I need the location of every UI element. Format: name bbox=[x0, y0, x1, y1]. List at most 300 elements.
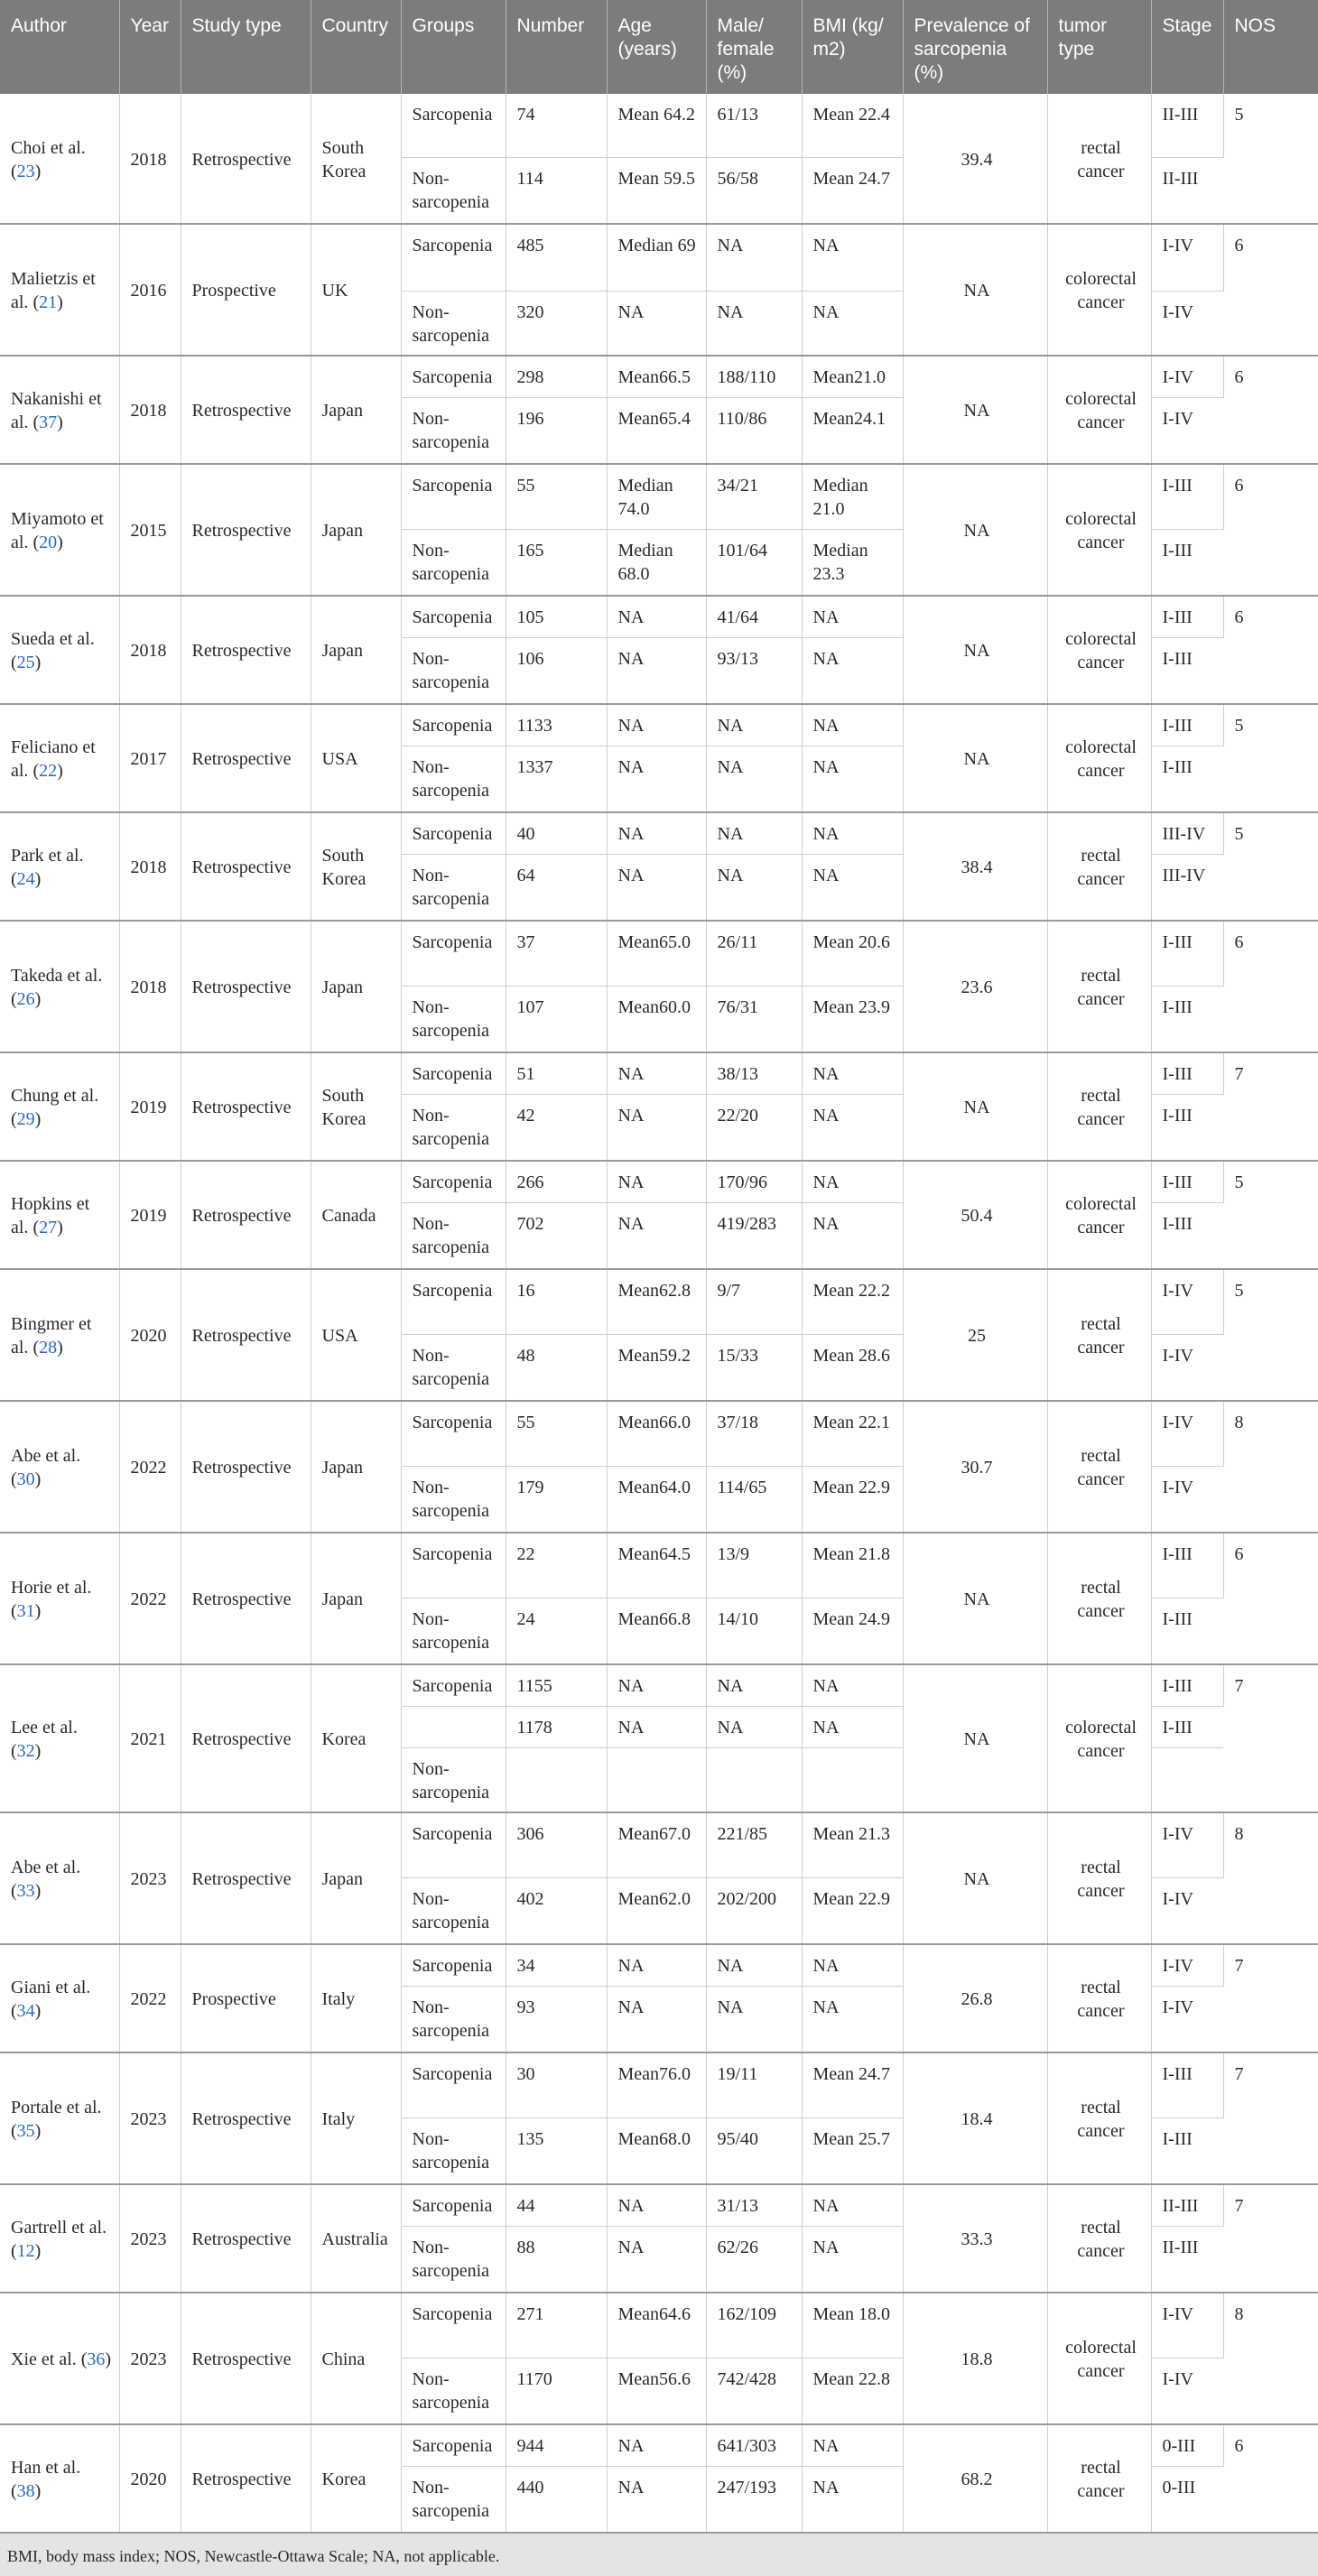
table-row bbox=[0, 1944, 1318, 1986]
reference-link[interactable]: 28 bbox=[39, 1338, 58, 1357]
cell-prevalence: 50.4 bbox=[903, 1161, 1047, 1269]
cell-male-female: 170/96 bbox=[706, 1161, 802, 1202]
cell-male-female: 26/11 bbox=[706, 921, 802, 986]
cell-year: 2022 bbox=[119, 1533, 181, 1664]
table-row bbox=[0, 1533, 1318, 1598]
cell-age: NA bbox=[607, 1161, 706, 1202]
cell-prevalence: 38.4 bbox=[903, 812, 1047, 921]
cell-bmi: NA bbox=[802, 704, 903, 746]
cell-bmi: Median 23.3 bbox=[802, 529, 903, 596]
cell-group: Sarcopenia bbox=[401, 1052, 506, 1094]
cell-tumor-type: rectal cancer bbox=[1047, 921, 1151, 1052]
cell-male-female: 56/58 bbox=[706, 157, 802, 224]
cell-stage: I-III bbox=[1151, 464, 1223, 529]
cell-year: 2018 bbox=[119, 94, 181, 224]
cell-country: Japan bbox=[311, 1401, 401, 1533]
cell-age: NA bbox=[607, 1944, 706, 1986]
cell-bmi: Median 21.0 bbox=[802, 464, 903, 529]
cell-country: South Korea bbox=[311, 94, 401, 224]
cell-age: Mean66.0 bbox=[607, 1401, 706, 1466]
cell-number: 1155 bbox=[506, 1664, 607, 1706]
cell-male-female: 221/85 bbox=[706, 1812, 802, 1877]
cell-tumor-type: rectal cancer bbox=[1047, 1812, 1151, 1944]
cell-stage: I-IV bbox=[1151, 291, 1223, 356]
cell-author: Portale et al. (35) bbox=[0, 2052, 119, 2184]
cell-number: 1133 bbox=[506, 704, 607, 746]
table-row bbox=[0, 2293, 1318, 2358]
cell-bmi: NA bbox=[802, 291, 903, 356]
author-name: Park et al. bbox=[11, 846, 84, 866]
cell-group: Sarcopenia bbox=[401, 2293, 506, 2358]
cell-age: Mean 64.2 bbox=[607, 94, 706, 157]
cell-stage: I-III bbox=[1151, 1664, 1223, 1706]
cell-author: Abe et al. (30) bbox=[0, 1401, 119, 1533]
cell-age: Mean62.8 bbox=[607, 1269, 706, 1334]
cell-bmi: Mean21.0 bbox=[802, 356, 903, 397]
table-row bbox=[0, 2052, 1318, 2117]
cell-number: 114 bbox=[506, 157, 607, 224]
cell-male-female: 41/64 bbox=[706, 596, 802, 637]
cell-author: Feliciano et al. (22) bbox=[0, 704, 119, 812]
cell-tumor-type: colorectal cancer bbox=[1047, 704, 1151, 812]
cell-nos: 7 bbox=[1223, 1052, 1318, 1161]
cell-country: Korea bbox=[311, 2424, 401, 2533]
cell-group: Sarcopenia bbox=[401, 1664, 506, 1706]
cell-group: Sarcopenia bbox=[401, 1269, 506, 1334]
cell-age: NA bbox=[607, 291, 706, 356]
cell-group: Non-sarcopenia bbox=[401, 637, 506, 704]
cell-male-female: NA bbox=[706, 1944, 802, 1986]
cell-age: NA bbox=[607, 2466, 706, 2533]
reference-link[interactable]: 12 bbox=[16, 2241, 35, 2261]
cell-stage: I-III bbox=[1151, 637, 1223, 704]
cell-author: Hopkins et al. (27) bbox=[0, 1161, 119, 1269]
cell-study-type: Retrospective bbox=[181, 2293, 311, 2424]
cell-age: NA bbox=[607, 596, 706, 637]
cell-bmi: NA bbox=[802, 1202, 903, 1269]
cell-group: Sarcopenia bbox=[401, 94, 506, 157]
table-row bbox=[0, 1401, 1318, 1466]
cell-stage: I-IV bbox=[1151, 2358, 1223, 2424]
cell-group: Non-sarcopenia bbox=[401, 529, 506, 596]
cell-stage: I-IV bbox=[1151, 397, 1223, 464]
cell-bmi: NA bbox=[802, 1706, 903, 1747]
column-header-prevalence: Prevalence of sarcopenia (%) bbox=[903, 0, 1047, 94]
author-name: Lee et al. bbox=[11, 1718, 78, 1737]
author-name: Miyamoto et al. bbox=[11, 509, 104, 552]
cell-bmi: Mean 22.1 bbox=[802, 1401, 903, 1466]
cell-bmi: NA bbox=[802, 854, 903, 921]
cell-author: Miyamoto et al. (20) bbox=[0, 464, 119, 596]
cell-empty bbox=[506, 1747, 607, 1812]
cell-prevalence: 68.2 bbox=[903, 2424, 1047, 2533]
cell-group: Sarcopenia bbox=[401, 356, 506, 397]
cell-male-female: 37/18 bbox=[706, 1401, 802, 1466]
cell-male-female: NA bbox=[706, 224, 802, 291]
cell-male-female: NA bbox=[706, 854, 802, 921]
cell-nos: 6 bbox=[1223, 921, 1318, 1052]
cell-stage: I-IV bbox=[1151, 1944, 1223, 1986]
cell-stage: I-III bbox=[1151, 1094, 1223, 1161]
cell-number: 37 bbox=[506, 921, 607, 986]
author-name: Hopkins et al. bbox=[11, 1194, 90, 1237]
reference-link[interactable]: 23 bbox=[16, 161, 35, 181]
author-name: Portale et al. bbox=[11, 2098, 102, 2117]
reference-link[interactable]: 32 bbox=[16, 1741, 35, 1761]
column-header-author: Author bbox=[0, 0, 119, 94]
cell-number: 40 bbox=[506, 812, 607, 854]
cell-stage: II-III bbox=[1151, 94, 1223, 157]
cell-male-female: 742/428 bbox=[706, 2358, 802, 2424]
reference-link[interactable]: 36 bbox=[87, 2349, 106, 2369]
cell-stage: II-III bbox=[1151, 157, 1223, 224]
cell-number: 196 bbox=[506, 397, 607, 464]
cell-number: 944 bbox=[506, 2424, 607, 2466]
cell-male-female: 162/109 bbox=[706, 2293, 802, 2358]
cell-country: UK bbox=[311, 224, 401, 356]
cell-country: Japan bbox=[311, 464, 401, 596]
cell-stage: I-III bbox=[1151, 529, 1223, 596]
cell-group: Non-sarcopenia bbox=[401, 1466, 506, 1533]
cell-age: Mean59.2 bbox=[607, 1334, 706, 1401]
cell-bmi: Mean 18.0 bbox=[802, 2293, 903, 2358]
cell-nos: 5 bbox=[1223, 704, 1318, 812]
cell-study-type: Retrospective bbox=[181, 596, 311, 704]
cell-year: 2023 bbox=[119, 2293, 181, 2424]
cell-number: 42 bbox=[506, 1094, 607, 1161]
author-name: Giani et al. bbox=[11, 1978, 91, 1997]
cell-bmi: NA bbox=[802, 224, 903, 291]
cell-study-type: Retrospective bbox=[181, 1161, 311, 1269]
column-header-bmi: BMI (kg/ m2) bbox=[802, 0, 903, 94]
column-header-number: Number bbox=[506, 0, 607, 94]
cell-prevalence: 26.8 bbox=[903, 1944, 1047, 2052]
cell-age: Mean76.0 bbox=[607, 2052, 706, 2117]
cell-year: 2018 bbox=[119, 596, 181, 704]
cell-nos: 7 bbox=[1223, 1944, 1318, 2052]
cell-age: NA bbox=[607, 1664, 706, 1706]
cell-study-type: Retrospective bbox=[181, 356, 311, 464]
author-name: Bingmer et al. bbox=[11, 1314, 92, 1357]
cell-stage: I-III bbox=[1151, 1598, 1223, 1664]
cell-group: Non-sarcopenia bbox=[401, 291, 506, 356]
cell-bmi: NA bbox=[802, 2424, 903, 2466]
cell-group: Sarcopenia bbox=[401, 464, 506, 529]
cell-year: 2020 bbox=[119, 2424, 181, 2533]
reference-link[interactable]: 21 bbox=[39, 292, 58, 312]
cell-number: 16 bbox=[506, 1269, 607, 1334]
cell-male-female: 15/33 bbox=[706, 1334, 802, 1401]
cell-number: 30 bbox=[506, 2052, 607, 2117]
cell-country: Canada bbox=[311, 1161, 401, 1269]
cell-stage: III-IV bbox=[1151, 854, 1223, 921]
cell-author: Han et al. (38) bbox=[0, 2424, 119, 2533]
cell-male-female: 19/11 bbox=[706, 2052, 802, 2117]
cell-male-female: 101/64 bbox=[706, 529, 802, 596]
cell-number: 105 bbox=[506, 596, 607, 637]
cell-number: 74 bbox=[506, 94, 607, 157]
cell-nos: 6 bbox=[1223, 464, 1318, 596]
cell-bmi: Mean24.1 bbox=[802, 397, 903, 464]
cell-year: 2019 bbox=[119, 1052, 181, 1161]
cell-group: Sarcopenia bbox=[401, 1812, 506, 1877]
reference-link[interactable]: 24 bbox=[16, 869, 35, 889]
cell-number: 55 bbox=[506, 1401, 607, 1466]
cell-country: Japan bbox=[311, 1812, 401, 1944]
cell-prevalence: 33.3 bbox=[903, 2184, 1047, 2293]
cell-stage: I-III bbox=[1151, 986, 1223, 1052]
cell-group: Sarcopenia bbox=[401, 1944, 506, 1986]
cell-bmi: Mean 25.7 bbox=[802, 2117, 903, 2184]
cell-author: Bingmer et al. (28) bbox=[0, 1269, 119, 1401]
cell-group: Non-sarcopenia bbox=[401, 2117, 506, 2184]
table-body bbox=[0, 94, 1318, 2533]
cell-year: 2023 bbox=[119, 2052, 181, 2184]
cell-country: Japan bbox=[311, 356, 401, 464]
cell-tumor-type: rectal cancer bbox=[1047, 1269, 1151, 1401]
cell-age: Mean64.0 bbox=[607, 1466, 706, 1533]
cell-nos: 5 bbox=[1223, 94, 1318, 224]
cell-group: Sarcopenia bbox=[401, 921, 506, 986]
cell-study-type: Prospective bbox=[181, 1944, 311, 2052]
cell-number: 55 bbox=[506, 464, 607, 529]
cell-age: Mean64.5 bbox=[607, 1533, 706, 1598]
cell-number: 298 bbox=[506, 356, 607, 397]
cell-bmi: NA bbox=[802, 1094, 903, 1161]
cell-tumor-type: colorectal cancer bbox=[1047, 356, 1151, 464]
cell-group: Sarcopenia bbox=[401, 2052, 506, 2117]
cell-male-female: 34/21 bbox=[706, 464, 802, 529]
cell-empty bbox=[706, 1747, 802, 1812]
cell-number: 702 bbox=[506, 1202, 607, 1269]
cell-number: 48 bbox=[506, 1334, 607, 1401]
cell-year: 2019 bbox=[119, 1161, 181, 1269]
cell-author: Chung et al. (29) bbox=[0, 1052, 119, 1161]
cell-study-type: Retrospective bbox=[181, 1052, 311, 1161]
cell-tumor-type: rectal cancer bbox=[1047, 1401, 1151, 1533]
cell-study-type: Retrospective bbox=[181, 1533, 311, 1664]
cell-number: 44 bbox=[506, 2184, 607, 2226]
cell-age: NA bbox=[607, 2184, 706, 2226]
reference-link[interactable]: 20 bbox=[39, 533, 58, 552]
cell-nos: 7 bbox=[1223, 1664, 1318, 1812]
cell-number: 51 bbox=[506, 1052, 607, 1094]
cell-nos: 5 bbox=[1223, 1269, 1318, 1401]
cell-nos: 5 bbox=[1223, 812, 1318, 921]
cell-tumor-type: colorectal cancer bbox=[1047, 596, 1151, 704]
cell-tumor-type: colorectal cancer bbox=[1047, 1664, 1151, 1812]
cell-nos: 5 bbox=[1223, 1161, 1318, 1269]
cell-age: Mean65.4 bbox=[607, 397, 706, 464]
cell-country: Japan bbox=[311, 1533, 401, 1664]
reference-link[interactable]: 26 bbox=[16, 989, 35, 1009]
cell-stage: I-IV bbox=[1151, 1812, 1223, 1877]
cell-stage: I-IV bbox=[1151, 1877, 1223, 1944]
cell-tumor-type: rectal cancer bbox=[1047, 2424, 1151, 2533]
cell-male-female: 62/26 bbox=[706, 2226, 802, 2293]
cell-bmi: NA bbox=[802, 637, 903, 704]
cell-country: Japan bbox=[311, 921, 401, 1052]
cell-male-female: NA bbox=[706, 704, 802, 746]
cell-tumor-type: rectal cancer bbox=[1047, 812, 1151, 921]
cell-male-female: 13/9 bbox=[706, 1533, 802, 1598]
cell-stage: I-III bbox=[1151, 704, 1223, 746]
author-name: Malietzis et al. bbox=[11, 269, 96, 312]
cell-author: Choi et al. (23) bbox=[0, 94, 119, 224]
cell-male-female: 9/7 bbox=[706, 1269, 802, 1334]
cell-male-female: 38/13 bbox=[706, 1052, 802, 1094]
cell-country: Korea bbox=[311, 1664, 401, 1812]
cell-author: Park et al. (24) bbox=[0, 812, 119, 921]
cell-year: 2018 bbox=[119, 812, 181, 921]
cell-age: NA bbox=[607, 1094, 706, 1161]
cell-number: 320 bbox=[506, 291, 607, 356]
cell-age: NA bbox=[607, 1986, 706, 2052]
cell-tumor-type: rectal cancer bbox=[1047, 94, 1151, 224]
author-name: Choi et al. bbox=[11, 137, 86, 158]
table-row bbox=[0, 356, 1318, 397]
table-row bbox=[0, 1269, 1318, 1334]
cell-bmi: Mean 24.7 bbox=[802, 2052, 903, 2117]
cell-study-type: Retrospective bbox=[181, 704, 311, 812]
cell-male-female: 247/193 bbox=[706, 2466, 802, 2533]
column-header-stage: Stage bbox=[1151, 0, 1223, 94]
author-name: Han et al. bbox=[11, 2458, 81, 2478]
cell-tumor-type: colorectal cancer bbox=[1047, 2293, 1151, 2424]
cell-author: Malietzis et al. (21) bbox=[0, 224, 119, 356]
reference-link[interactable]: 37 bbox=[39, 412, 58, 432]
cell-study-type: Retrospective bbox=[181, 1664, 311, 1812]
cell-bmi: NA bbox=[802, 1664, 903, 1706]
cell-bmi: NA bbox=[802, 1944, 903, 1986]
cell-age: NA bbox=[607, 704, 706, 746]
cell-male-female: 93/13 bbox=[706, 637, 802, 704]
cell-stage: I-III bbox=[1151, 1533, 1223, 1598]
cell-group: Sarcopenia bbox=[401, 704, 506, 746]
cell-prevalence: 30.7 bbox=[903, 1401, 1047, 1533]
reference-link[interactable]: 27 bbox=[39, 1218, 58, 1237]
cell-age: Mean64.6 bbox=[607, 2293, 706, 2358]
reference-link[interactable]: 33 bbox=[16, 1881, 35, 1901]
cell-nos: 6 bbox=[1223, 224, 1318, 356]
cell-author: Horie et al. (31) bbox=[0, 1533, 119, 1664]
cell-bmi: Mean 28.6 bbox=[802, 1334, 903, 1401]
cell-year: 2020 bbox=[119, 1269, 181, 1401]
cell-nos: 6 bbox=[1223, 596, 1318, 704]
cell-nos: 8 bbox=[1223, 1812, 1318, 1944]
table-row bbox=[0, 1664, 1318, 1706]
cell-bmi: Mean 21.8 bbox=[802, 1533, 903, 1598]
reference-link[interactable]: 35 bbox=[16, 2121, 35, 2141]
cell-nos: 7 bbox=[1223, 2052, 1318, 2184]
reference-link[interactable]: 38 bbox=[16, 2481, 35, 2501]
cell-group: Sarcopenia bbox=[401, 1401, 506, 1466]
cell-year: 2022 bbox=[119, 1944, 181, 2052]
cell-group bbox=[401, 1706, 506, 1747]
cell-age: Median 68.0 bbox=[607, 529, 706, 596]
cell-number: 88 bbox=[506, 2226, 607, 2293]
reference-link[interactable]: 31 bbox=[16, 1601, 35, 1621]
cell-group: Non-sarcopenia bbox=[401, 1202, 506, 1269]
cell-stage: I-IV bbox=[1151, 1986, 1223, 2052]
cell-author: Takeda et al. (26) bbox=[0, 921, 119, 1052]
column-header-year: Year bbox=[119, 0, 181, 94]
cell-number: 485 bbox=[506, 224, 607, 291]
cell-stage: II-III bbox=[1151, 2184, 1223, 2226]
cell-study-type: Retrospective bbox=[181, 1812, 311, 1944]
cell-bmi: Mean 20.6 bbox=[802, 921, 903, 986]
column-header-country: Country bbox=[311, 0, 401, 94]
cell-group: Sarcopenia bbox=[401, 596, 506, 637]
cell-number: 64 bbox=[506, 854, 607, 921]
cell-nos: 6 bbox=[1223, 2424, 1318, 2533]
cell-stage: I-III bbox=[1151, 1706, 1223, 1747]
cell-study-type: Retrospective bbox=[181, 94, 311, 224]
cell-number: 24 bbox=[506, 1598, 607, 1664]
cell-stage: I-IV bbox=[1151, 356, 1223, 397]
cell-bmi: Mean 23.9 bbox=[802, 986, 903, 1052]
cell-group: Sarcopenia bbox=[401, 224, 506, 291]
cell-study-type: Retrospective bbox=[181, 812, 311, 921]
cell-stage: I-III bbox=[1151, 921, 1223, 986]
cell-study-type: Retrospective bbox=[181, 1269, 311, 1401]
reference-link[interactable]: 22 bbox=[39, 761, 58, 781]
cell-male-female: NA bbox=[706, 291, 802, 356]
cell-country: USA bbox=[311, 1269, 401, 1401]
cell-stage: I-IV bbox=[1151, 1401, 1223, 1466]
cell-stage: 0-III bbox=[1151, 2466, 1223, 2533]
cell-age: Mean62.0 bbox=[607, 1877, 706, 1944]
cell-study-type: Retrospective bbox=[181, 2424, 311, 2533]
cell-bmi: Mean 24.7 bbox=[802, 157, 903, 224]
cell-bmi: NA bbox=[802, 596, 903, 637]
reference-link[interactable]: 29 bbox=[16, 1109, 35, 1129]
cell-number: 22 bbox=[506, 1533, 607, 1598]
reference-link[interactable]: 34 bbox=[16, 2001, 35, 2021]
cell-age: Mean56.6 bbox=[607, 2358, 706, 2424]
cell-author: Xie et al. (36) bbox=[0, 2293, 119, 2424]
reference-link[interactable]: 25 bbox=[16, 653, 35, 672]
cell-number: 402 bbox=[506, 1877, 607, 1944]
cell-author: Lee et al. (32) bbox=[0, 1664, 119, 1812]
cell-number: 1337 bbox=[506, 746, 607, 812]
cell-stage: III-IV bbox=[1151, 812, 1223, 854]
reference-link[interactable]: 30 bbox=[16, 1469, 35, 1489]
cell-number: 179 bbox=[506, 1466, 607, 1533]
cell-nos: 6 bbox=[1223, 356, 1318, 464]
cell-bmi: Mean 22.4 bbox=[802, 94, 903, 157]
cell-age: Mean65.0 bbox=[607, 921, 706, 986]
cell-bmi: Mean 22.2 bbox=[802, 1269, 903, 1334]
cell-tumor-type: colorectal cancer bbox=[1047, 224, 1151, 356]
cell-country: China bbox=[311, 2293, 401, 2424]
cell-number: 135 bbox=[506, 2117, 607, 2184]
table-row bbox=[0, 2424, 1318, 2466]
cell-study-type: Retrospective bbox=[181, 2052, 311, 2184]
cell-nos: 8 bbox=[1223, 2293, 1318, 2424]
cell-group: Non-sarcopenia bbox=[401, 157, 506, 224]
cell-prevalence: 23.6 bbox=[903, 921, 1047, 1052]
cell-bmi: NA bbox=[802, 812, 903, 854]
cell-age: Mean66.8 bbox=[607, 1598, 706, 1664]
cell-bmi: Mean 22.9 bbox=[802, 1466, 903, 1533]
author-name: Chung et al. bbox=[11, 1086, 99, 1106]
cell-group: Sarcopenia bbox=[401, 2184, 506, 2226]
cell-group: Non-sarcopenia bbox=[401, 1094, 506, 1161]
cell-stage: I-III bbox=[1151, 1052, 1223, 1094]
cell-group: Non-sarcopenia bbox=[401, 1986, 506, 2052]
cell-bmi: Mean 22.9 bbox=[802, 1877, 903, 1944]
